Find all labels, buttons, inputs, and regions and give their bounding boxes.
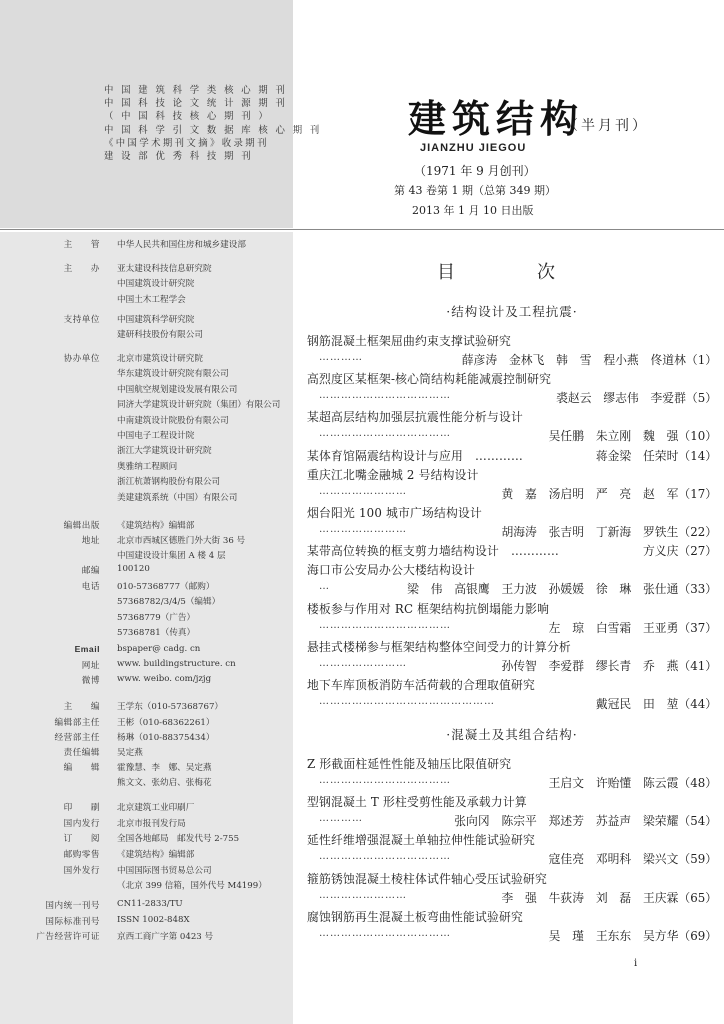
- info-value: 建研科技股份有限公司: [117, 330, 203, 341]
- issue-info: 第 43 卷第 1 期（总第 349 期）: [394, 184, 556, 197]
- info-label: 主 编: [63, 702, 100, 712]
- info-value: 北京建筑工业印刷厂: [117, 803, 195, 813]
- toc-section-heading: ·混凝土及其组合结构·: [446, 727, 578, 742]
- info-value: 中华人民共和国住房和城乡建设部: [117, 240, 246, 250]
- info-value: 57368779（广告）: [117, 612, 196, 623]
- toc-leader-dots: ……………………: [319, 524, 407, 535]
- info-value: CN11-2833/TU: [117, 899, 183, 909]
- info-label: 电话: [81, 582, 100, 592]
- info-label: 国际标准刊号: [45, 917, 100, 927]
- toc-article-title[interactable]: 海口市公安局办公大楼结构设计: [307, 563, 475, 578]
- toc-article-authors: 王启文 许贻懂 陈云霞（48）: [548, 776, 717, 790]
- toc-article-title[interactable]: 某带高位转换的框支剪力墙结构设计 …………: [307, 544, 559, 559]
- toc-leader-dots: …………: [319, 813, 363, 825]
- info-value: 杨琳（010-88375434）: [117, 733, 215, 743]
- info-label: 经营部主任: [54, 733, 100, 743]
- indexing-item: 中 国 建 筑 科 学 类 核 心 期 刊: [104, 85, 288, 96]
- info-label: 印 刷: [63, 803, 100, 813]
- toc-article-authors: 胡海涛 张吉明 丁新海 罗铁生（22）: [501, 525, 717, 539]
- info-label: 编辑出版: [63, 521, 100, 531]
- toc-leader-dots: ………………………………: [319, 390, 451, 402]
- info-value: 北京市建筑设计研究院: [117, 354, 203, 364]
- info-value: 浙江大学建筑设计研究院: [117, 446, 212, 457]
- info-label: 地址: [81, 536, 100, 546]
- info-value: 吴定燕: [117, 748, 143, 758]
- info-value: 王彬（010-68362261）: [117, 718, 215, 728]
- toc-leader-dots: ………………………………: [319, 428, 451, 440]
- toc-article-authors: 左 琼 白雪霜 王亚勇（37）: [548, 620, 717, 635]
- info-value: （北京 399 信箱，国外代号 M4199）: [117, 881, 267, 892]
- toc-article-title[interactable]: 钢筋混凝土框架屈曲约束支撑试验研究: [307, 334, 511, 348]
- indexing-item: 建 设 部 优 秀 科 技 期 刊: [104, 151, 254, 163]
- info-label: 微博: [81, 676, 100, 686]
- info-label: 责任编辑: [63, 748, 100, 758]
- info-value: 同济大学建筑设计研究院（集团）有限公司: [117, 400, 281, 411]
- info-value: 霍豫慧、李 娜、吴定燕: [117, 763, 212, 773]
- info-value: 57368781（传真）: [117, 628, 196, 639]
- info-label: 支持单位: [63, 315, 100, 325]
- info-value: 中国航空规划建设发展有限公司: [117, 384, 238, 395]
- info-label: 主 办: [63, 264, 100, 274]
- toc-leader-dots: ……………………: [319, 485, 407, 497]
- toc-heading: 目 次: [437, 262, 587, 283]
- indexing-item: 中 国 科 学 引 文 数 据 库 核 心 期 刊: [104, 124, 322, 136]
- toc-article-title[interactable]: 楼板参与作用对 RC 框架结构抗倒塌能力影响: [307, 601, 550, 616]
- toc-leader-dots: …………………………………………: [319, 696, 495, 707]
- info-value: 中国土木工程学会: [117, 294, 186, 305]
- toc-article-title[interactable]: 悬挂式楼梯参与框架结构整体空间受力的计算分析: [307, 639, 571, 654]
- info-label: 邮购零售: [63, 850, 100, 860]
- toc-article-authors: 张向冈 陈宗平 郑述芳 苏益声 梁荣耀（54）: [454, 814, 717, 829]
- info-label: 订 阅: [63, 834, 100, 844]
- info-value: 北京市报刊发行局: [117, 819, 186, 829]
- toc-article-title[interactable]: 重庆江北嘴金融城 2 号结构设计: [307, 467, 479, 482]
- info-value: 中国建筑科学研究院: [117, 315, 195, 325]
- toc-leader-dots: ………………………………: [319, 619, 451, 631]
- toc-article-title[interactable]: 高烈度区某框架-核心筒结构耗能减震控制研究: [307, 372, 552, 387]
- info-value: 美建建筑系统（中国）有限公司: [117, 492, 238, 503]
- info-value: 中南建筑设计院股份有限公司: [117, 415, 229, 426]
- toc-article-authors: 寇佳亮 邓明科 梁兴文（59）: [548, 852, 717, 867]
- journal-title: 建筑结构: [408, 96, 585, 141]
- toc-leader-dots: …………: [319, 352, 363, 363]
- toc-article-authors: 裘赵云 缪志伟 李爱群（5）: [556, 391, 717, 406]
- info-value: 熊文文、张幼启、张梅花: [117, 778, 212, 789]
- toc-article-title[interactable]: 箍筋锈蚀混凝土棱柱体试件轴心受压试验研究: [307, 871, 547, 886]
- info-label: 网址: [81, 661, 100, 671]
- info-value: www. buildingstructure. cn: [117, 659, 236, 669]
- toc-article-authors: 戴冠民 田 堃（44）: [595, 697, 717, 711]
- toc-article-title[interactable]: 腐蚀钢筋再生混凝土板弯曲性能试验研究: [307, 909, 523, 924]
- info-label: 编 辑: [63, 763, 100, 773]
- info-value: 中国国际图书贸易总公司: [117, 866, 212, 876]
- info-value: 中国建设设计集团 A 楼 4 层: [117, 551, 226, 562]
- indexing-item: （ 中 国 科 技 核 心 期 刊 ）: [104, 111, 271, 123]
- info-label: 国内统一刊号: [45, 901, 100, 911]
- info-label: 邮编: [81, 566, 100, 576]
- toc-article-authors: 梁 伟 高银鹰 王力波 孙媛媛 徐 琳 张仕通（33）: [407, 582, 717, 597]
- info-value: 全国各地邮局 邮发代号 2-755: [117, 834, 240, 844]
- info-value: 中国建筑设计研究院: [117, 279, 195, 290]
- publication-date: 2013 年 1 月 10 日出版: [412, 204, 534, 217]
- journal-frequency: （半月刊）: [564, 118, 649, 134]
- info-label: 广告经营许可证: [36, 932, 100, 942]
- toc-article-title[interactable]: 地下车库顶板消防车活荷载的合理取值研究: [307, 678, 535, 692]
- toc-leader-dots: ………………………………: [319, 927, 451, 939]
- toc-leader-dots: ………………………………: [319, 775, 451, 786]
- info-value: ISSN 1002-848X: [117, 915, 190, 925]
- info-value: 奥雅纳工程顾问: [117, 461, 178, 472]
- toc-leader-dots: …: [319, 581, 330, 593]
- toc-leader-dots: ……………………: [319, 657, 407, 669]
- indexing-item: 中 国 科 技 论 文 统 计 源 期 刊: [104, 98, 288, 110]
- info-value: 57368782/3/4/5（编辑）: [117, 597, 221, 608]
- info-value: 浙江杭萧钢构股份有限公司: [117, 477, 221, 488]
- toc-article-authors: 蒋金梁 任荣时（14）: [595, 448, 717, 463]
- info-value: 北京市西城区德胜门外大街 36 号: [117, 536, 246, 546]
- journal-pinyin: JIANZHU JIEGOU: [420, 142, 527, 154]
- toc-article-authors: 黄 嘉 汤启明 严 亮 赵 军（17）: [501, 486, 717, 501]
- info-label: 国内发行: [63, 819, 100, 829]
- toc-article-authors: 李 强 牛荻涛 刘 磊 王庆霖（65）: [501, 890, 717, 905]
- toc-article-authors: 吴 瑾 王东东 吴方华（69）: [548, 928, 717, 943]
- toc-section-heading: ·结构设计及工程抗震·: [446, 304, 578, 319]
- toc-article-title[interactable]: 某体育馆隔震结构设计与应用 …………: [307, 448, 523, 463]
- toc-article-authors: 孙传智 李爱群 缪长青 乔 燕（41）: [501, 658, 717, 673]
- toc-article-authors: 吴任鹏 朱立刚 魏 强（10）: [548, 429, 717, 444]
- toc-article-authors: 薛彦涛 金林飞 韩 雪 程小燕 佟道林（1）: [461, 353, 717, 367]
- indexing-list: [104, 84, 322, 163]
- info-value: bspaper@ cadg. cn: [117, 644, 201, 654]
- indexing-item: 《中国学术期刊文摘》收录期刊: [104, 137, 269, 149]
- info-label: 主 管: [63, 240, 100, 250]
- toc-leader-dots: ………………………………: [319, 851, 451, 863]
- info-value: 《建筑结构》编辑部: [117, 521, 195, 531]
- toc-leader-dots: ……………………: [319, 889, 407, 901]
- divider: [0, 229, 724, 230]
- info-label: 编辑部主任: [54, 718, 100, 728]
- toc-article-authors: 方义庆（27）: [643, 544, 717, 559]
- page-number: i: [634, 958, 638, 969]
- info-value: 《建筑结构》编辑部: [117, 850, 195, 860]
- info-value: 中国电子工程设计院: [117, 431, 195, 441]
- info-label: 国外发行: [63, 866, 100, 876]
- info-value: 王学东（010-57368767）: [117, 702, 224, 712]
- toc-article-title[interactable]: 延性纤维增强混凝土单轴拉伸性能试验研究: [307, 833, 535, 848]
- info-label: Email: [74, 644, 100, 654]
- info-value: 亚太建设科技信息研究院: [117, 264, 212, 274]
- toc-article-title[interactable]: 烟台阳光 100 城市广场结构设计: [307, 506, 482, 520]
- toc-article-title[interactable]: 型钢混凝土 T 形柱受剪性能及承载力计算: [307, 795, 527, 810]
- info-value: www. weibo. com/jzjg: [117, 674, 212, 684]
- info-value: 100120: [117, 564, 150, 574]
- info-label: 协办单位: [63, 354, 100, 364]
- info-value: 华东建筑设计研究院有限公司: [117, 369, 229, 380]
- info-value: 京西工商广字第 0423 号: [117, 932, 214, 942]
- info-value: 010-57368777（邮购）: [117, 582, 215, 592]
- founded-date: （1971 年 9 月创刊）: [414, 164, 536, 178]
- toc-article-title[interactable]: 某超高层结构加强层抗震性能分析与设计: [307, 410, 523, 425]
- toc-article-title[interactable]: Z 形截面柱延性性能及轴压比限值研究: [307, 757, 512, 771]
